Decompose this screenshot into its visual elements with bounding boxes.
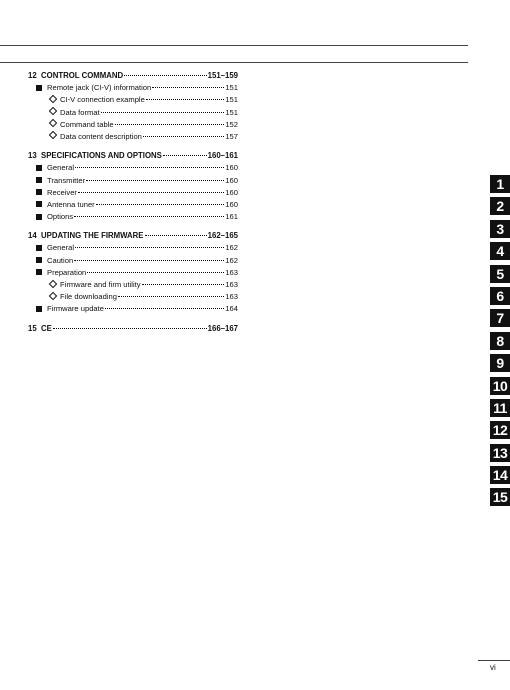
chapter-tab-6[interactable]: 6 — [490, 287, 510, 305]
toc-entry-chapter[interactable] — [28, 149, 238, 161]
chapter-tab-11[interactable]: 11 — [490, 399, 510, 417]
chapter-tab-8[interactable]: 8 — [490, 332, 510, 350]
diamond-bullet-icon — [49, 291, 60, 302]
chapter-tab-7[interactable]: 7 — [490, 309, 510, 327]
toc-label: UPDATING THE FIRMWARE — [41, 231, 144, 241]
page-number: vi — [490, 663, 496, 672]
dot-leader — [75, 161, 224, 168]
toc-label: Preparation — [47, 267, 87, 277]
toc-page-number: 163 — [225, 280, 238, 289]
square-bullet-icon — [36, 267, 47, 278]
square-bullet-icon — [36, 162, 47, 173]
chapter-tab-12[interactable]: 12 — [490, 421, 510, 439]
diamond-bullet-icon — [49, 131, 60, 142]
toc-entry-section[interactable] — [28, 174, 238, 186]
chapter-tab-10[interactable]: 10 — [490, 377, 510, 395]
toc-label: Firmware and firm utility — [60, 280, 141, 289]
header-rule-top — [0, 45, 468, 46]
toc-label: CE — [41, 323, 52, 333]
toc-entry-sub[interactable] — [28, 93, 238, 105]
toc-page-number: 163 — [225, 292, 238, 302]
toc-entry-section[interactable] — [28, 210, 238, 222]
dot-leader — [145, 229, 207, 236]
square-bullet-icon — [36, 242, 47, 253]
toc-entry-sub[interactable] — [28, 130, 238, 142]
toc-page-number: 151–159 — [207, 71, 238, 80]
toc-entry-section[interactable] — [28, 198, 238, 210]
chapter-tab-13[interactable]: 13 — [490, 444, 510, 462]
dot-leader — [118, 290, 224, 297]
toc-label: Transmitter — [47, 175, 86, 185]
toc-label: Remote jack (CI-V) information — [47, 83, 152, 93]
diamond-bullet-icon — [49, 119, 60, 130]
toc-label: SPECIFICATIONS AND OPTIONS — [41, 151, 162, 161]
toc-entry-section[interactable] — [28, 81, 238, 93]
toc-entry-section[interactable] — [28, 241, 238, 253]
toc-label: Receiver — [47, 187, 77, 197]
dot-leader — [74, 254, 224, 261]
chapter-tab-9[interactable]: 9 — [490, 354, 510, 372]
toc-page-number: 160 — [225, 175, 238, 185]
toc-label: Data content description — [60, 131, 142, 141]
square-bullet-icon — [36, 187, 47, 198]
toc-page-number: 160 — [225, 187, 238, 197]
toc-page-number: 161 — [225, 212, 238, 222]
chapter-tab-3[interactable]: 3 — [490, 220, 510, 238]
table-of-contents — [28, 69, 238, 334]
dot-leader — [146, 93, 224, 100]
toc-page-number: 164 — [225, 304, 238, 314]
dot-leader — [96, 198, 225, 205]
toc-entry-chapter[interactable] — [28, 322, 238, 334]
toc-label: CONTROL COMMAND — [41, 71, 124, 80]
dot-leader — [101, 106, 225, 113]
toc-label: Data format — [60, 107, 100, 117]
square-bullet-icon — [36, 82, 47, 93]
chapter-tab-15[interactable]: 15 — [490, 488, 510, 506]
chapter-number: 13 — [28, 151, 37, 161]
dot-leader — [87, 266, 224, 273]
toc-label: Antenna tuner — [47, 199, 95, 209]
diamond-bullet-icon — [49, 94, 60, 105]
toc-entry-sub[interactable] — [28, 118, 238, 130]
toc-page-number: 162 — [225, 255, 238, 265]
toc-page-number: 160 — [225, 163, 238, 173]
toc-page-number: 162–165 — [207, 231, 238, 241]
toc-page-number: 151 — [225, 107, 238, 117]
square-bullet-icon — [36, 199, 47, 210]
toc-entry-sub[interactable] — [28, 290, 238, 302]
dot-leader — [74, 210, 224, 217]
dot-leader — [163, 149, 207, 156]
toc-entry-sub[interactable] — [28, 278, 238, 290]
footer-rule — [478, 660, 510, 661]
chapter-number: 14 — [28, 231, 37, 241]
toc-page-number: 162 — [225, 243, 238, 253]
chapter-number: 12 — [28, 71, 37, 80]
header-rule-bottom — [0, 62, 468, 63]
chapter-tab-14[interactable]: 14 — [490, 466, 510, 484]
chapter-tabs — [490, 175, 510, 511]
square-bullet-icon — [36, 303, 47, 314]
toc-page-number: 151 — [225, 83, 238, 93]
dot-leader — [53, 322, 207, 329]
toc-label: General — [47, 243, 75, 253]
toc-entry-section[interactable] — [28, 161, 238, 173]
toc-entry-chapter[interactable] — [28, 69, 238, 81]
dot-leader — [86, 174, 224, 181]
toc-page-number: 160 — [225, 199, 238, 209]
toc-label: CI-V connection example — [60, 95, 145, 105]
diamond-bullet-icon — [49, 279, 60, 290]
toc-page-number: 152 — [225, 119, 238, 129]
toc-entry-section[interactable] — [28, 266, 238, 278]
square-bullet-icon — [36, 211, 47, 222]
dot-leader — [115, 118, 225, 125]
diamond-bullet-icon — [49, 107, 60, 118]
toc-entry-sub[interactable] — [28, 106, 238, 118]
toc-page-number: 163 — [225, 267, 238, 277]
toc-label: Firmware update — [47, 304, 104, 314]
chapter-tab-2[interactable]: 2 — [490, 197, 510, 215]
dot-leader — [105, 302, 224, 309]
toc-page-number: 160–161 — [207, 151, 238, 161]
toc-entry-chapter[interactable] — [28, 229, 238, 241]
chapter-tab-1[interactable]: 1 — [490, 175, 510, 193]
dot-leader — [75, 241, 224, 248]
toc-page-number: 157 — [225, 131, 238, 141]
toc-label: Command table — [60, 119, 114, 129]
toc-entry-section[interactable] — [28, 186, 238, 198]
dot-leader — [152, 81, 224, 88]
toc-label: Caution — [47, 255, 74, 265]
dot-leader — [142, 278, 225, 285]
chapter-number: 15 — [28, 323, 37, 333]
dot-leader — [124, 69, 206, 76]
toc-page-number: 151 — [225, 95, 238, 105]
toc-label: File downloading — [60, 292, 117, 302]
chapter-tab-4[interactable]: 4 — [490, 242, 510, 260]
chapter-tab-5[interactable]: 5 — [490, 265, 510, 283]
dot-leader — [78, 186, 224, 193]
toc-label: General — [47, 163, 75, 173]
toc-entry-section[interactable] — [28, 254, 238, 266]
square-bullet-icon — [36, 175, 47, 186]
toc-page-number: 166–167 — [207, 323, 238, 333]
toc-label: Options — [47, 212, 74, 222]
square-bullet-icon — [36, 255, 47, 266]
dot-leader — [143, 130, 224, 137]
toc-entry-section[interactable] — [28, 302, 238, 314]
